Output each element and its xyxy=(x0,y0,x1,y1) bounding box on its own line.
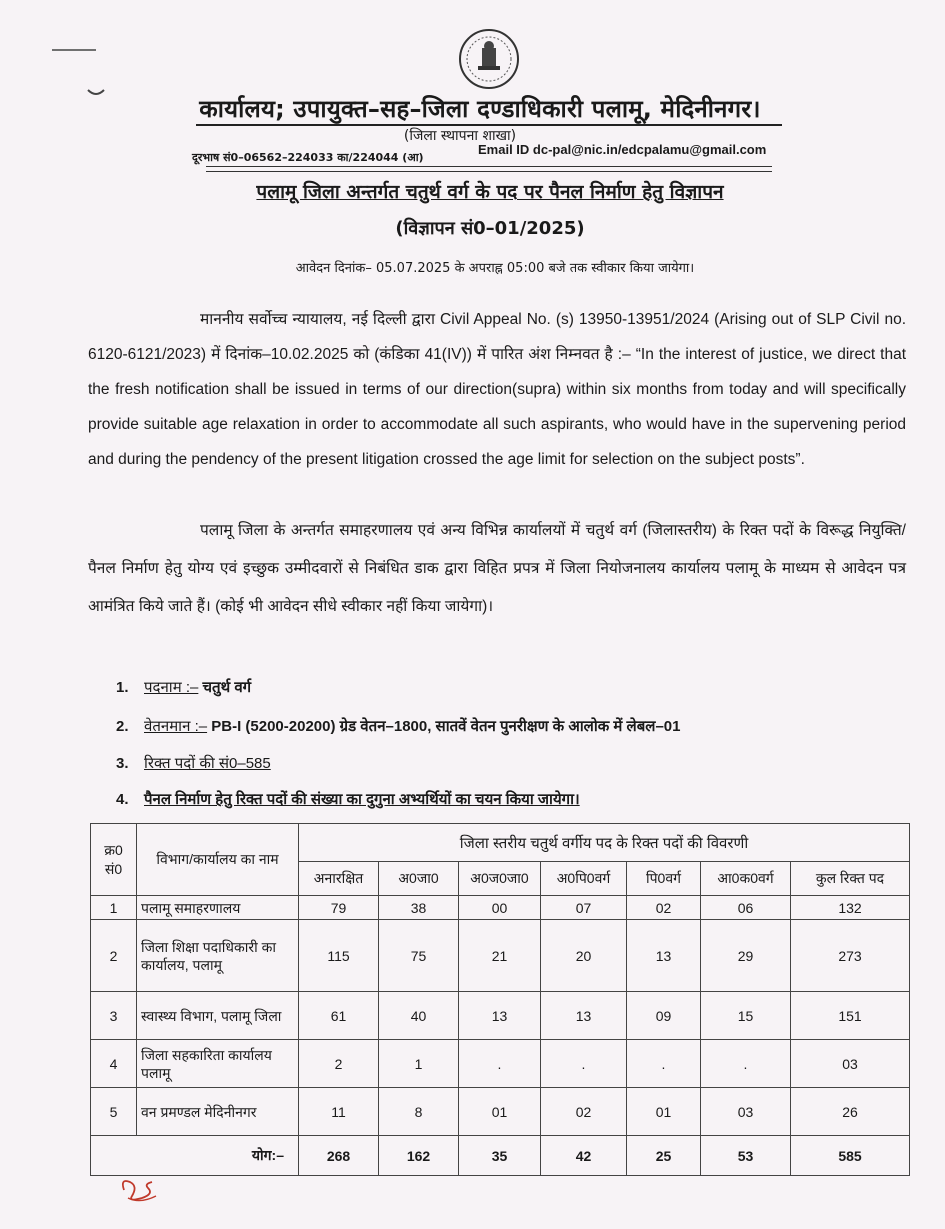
pen-mark xyxy=(86,84,106,98)
divider xyxy=(206,166,772,172)
column-header-sn: क्र0 सं0 xyxy=(91,824,137,896)
government-emblem-icon xyxy=(458,28,520,90)
signature-mark xyxy=(118,1168,162,1208)
pen-mark xyxy=(52,48,96,52)
list-item: 2. वेतनमान :– PB-I (5200-20200) ग्रेड वेतन–1800, सातवें वेतन पुनरीक्षण के आलोक में लेबल–01 xyxy=(116,718,681,735)
total-label: योग:– xyxy=(91,1136,299,1176)
column-header: अनारक्षित xyxy=(299,862,379,896)
invitation-paragraph xyxy=(88,512,906,626)
table-row: 1 पलामू समाहरणालय 79 38 00 07 02 06 132 xyxy=(91,896,910,920)
column-header: पि0वर्ग xyxy=(627,862,701,896)
column-header: अ0जा0 xyxy=(379,862,459,896)
total-row: योग:– 268 162 35 42 25 53 585 xyxy=(91,1136,910,1176)
phone-numbers: दूरभाष सं0–06562–224033 का/224044 (आ) xyxy=(192,151,424,164)
list-item: 4. पैनल निर्माण हेतु रिक्त पदों की संख्या का दुगुना अभ्यर्थियों का चयन किया जायेगा। xyxy=(116,791,580,808)
advertisement-title: पलामू जिला अन्तर्गत चतुर्थ वर्ग के पद पर पैनल निर्माण हेतु विज्ञापन xyxy=(256,181,724,203)
section-name: (जिला स्थापना शाखा) xyxy=(403,128,517,144)
table-row: 2 जिला शिक्षा पदाधिकारी का कार्यालय, पलामू 115 75 21 20 13 29 273 xyxy=(91,920,910,992)
email-address: Email ID dc-pal@nic.in/edcpalamu@gmail.com xyxy=(478,142,767,157)
group-header: जिला स्तरीय चतुर्थ वर्गीय पद के रिक्त पदों की विवरणी xyxy=(299,824,910,862)
column-header: कुल रिक्त पद xyxy=(791,862,910,896)
list-item: 3. रिक्त पदों की सं0–585 xyxy=(116,755,271,772)
vacancy-table xyxy=(90,823,910,1176)
application-deadline: आवेदन दिनांक– 05.07.2025 के अपराह्न 05:00 बजे तक स्वीकार किया जायेगा। xyxy=(295,261,695,276)
table-row: 3 स्वास्थ्य विभाग, पलामू जिला 61 40 13 13 09 15 151 xyxy=(91,992,910,1040)
column-header: अ0पि0वर्ग xyxy=(541,862,627,896)
list-item: 1. पदनाम :– चतुर्थ वर्ग xyxy=(116,679,252,696)
advertisement-number: (विज्ञापन सं0–01/2025) xyxy=(395,218,585,239)
column-header-department: विभाग/कार्यालय का नाम xyxy=(137,824,299,896)
table-row: 5 वन प्रमण्डल मेदिनीनगर 11 8 01 02 01 03 26 xyxy=(91,1088,910,1136)
court-order-paragraph xyxy=(88,302,906,477)
column-header: आ0क0वर्ग xyxy=(701,862,791,896)
office-title: कार्यालय; उपायुक्त–सह–जिला दण्डाधिकारी पलामू, मेदिनीनगर। xyxy=(199,95,761,123)
paragraph-text: पलामू जिला के अन्तर्गत समाहरणालय एवं अन्य विभिन्न कार्यालयों में चतुर्थ वर्ग (जिलास्तरीय) के रिक्त पदों के विरूद्ध नियुक्ति/पैनल निर्माण हेतु योग्य एवं इच्छुक उम्मीदवारों से निबंधित डाक द्वारा विहित प्रपत्र में जिला नियोजनालय कार्यालय पलामू के माध्यम से आवेदन पत्र आमंत्रित किये जाते हैं। (कोई भी आवेदन सीधे स्वीकार नहीं किया जायेगा)। xyxy=(88,522,906,615)
table-row: 4 जिला सहकारिता कार्यालय पलामू 2 1 . . . . 03 xyxy=(91,1040,910,1088)
column-header: अ0ज0जा0 xyxy=(459,862,541,896)
paragraph-text: माननीय सर्वोच्च न्यायालय, नई दिल्ली द्वारा Civil Appeal No. (s) 13950-13951/2024 (Arising out of SLP Civil no. 6120-6121/2023) में दिनांक–10.02.2025 को (कंडिका 41(IV)) में पारित अंश निम्नवत है :– “In the interest of justice, we direct that the fresh notification shall be issued in terms of our direction(supra) within six months from today and will specifically provide suitable age relaxation in order to accommodate all such aspirants, who would have in the supervening period and during the pendency of the present litigation crossed the age limit for selection on the subject posts”. xyxy=(88,311,906,468)
